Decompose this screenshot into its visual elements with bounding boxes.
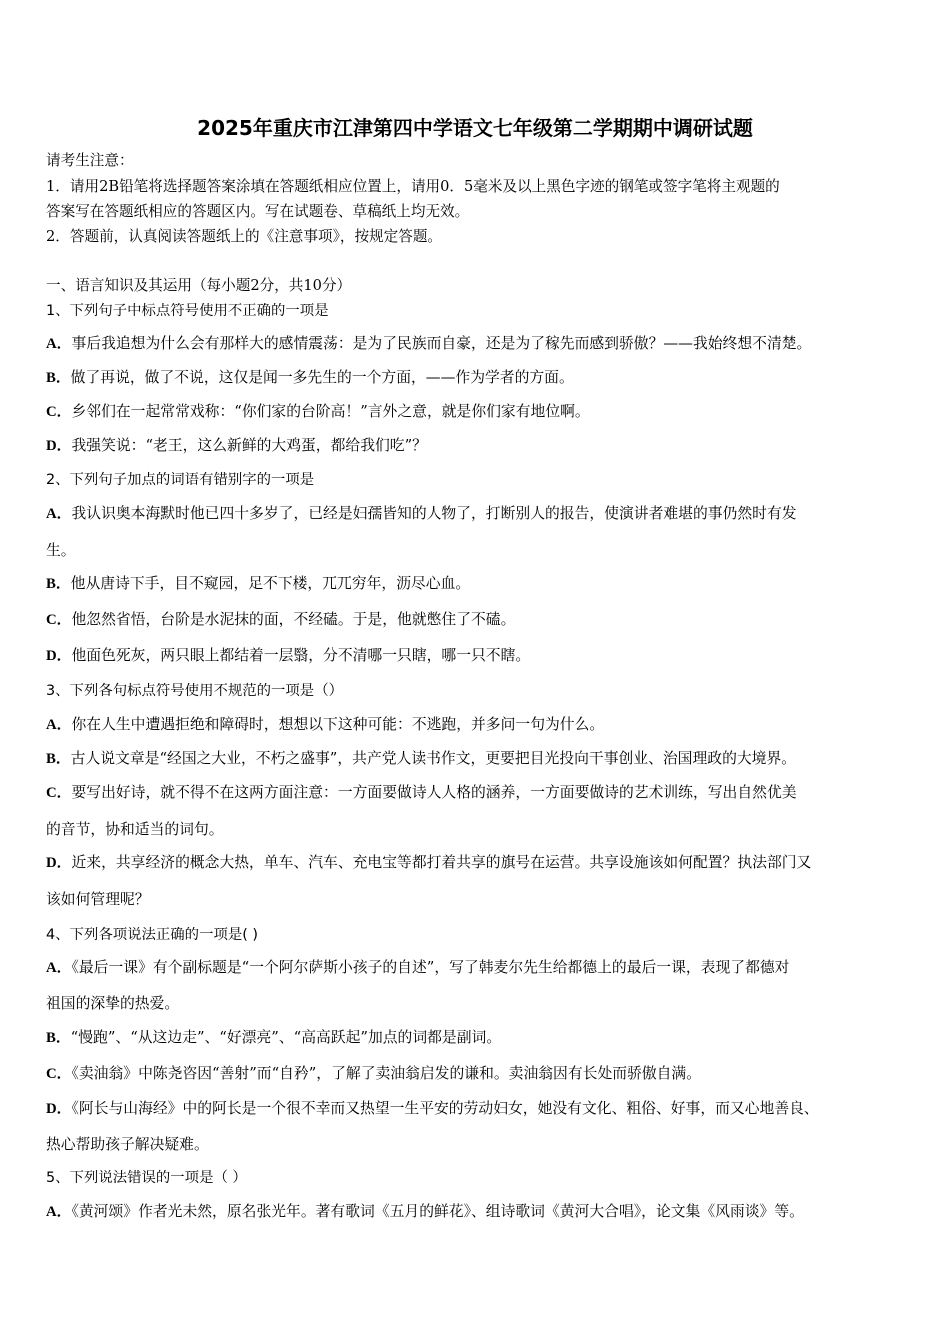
option-a bbox=[46, 715, 912, 735]
option-d bbox=[46, 853, 912, 873]
option-text: 要写出好诗，就不得不在这两方面注意：一方面要做诗人人格的涵养，一方面要做诗的艺术训练，写出自然优美 bbox=[71, 784, 797, 801]
option-b bbox=[46, 1028, 912, 1048]
option-label: C． bbox=[46, 612, 72, 628]
option-text: 我强笑说：“老王，这么新鲜的大鸡蛋，都给我们吃”？ bbox=[71, 437, 427, 454]
option-text: 你在人生中遭遇拒绝和障碍时，想想以下这种可能：不逃跑，并多问一句为什么。 bbox=[71, 716, 605, 733]
option-d bbox=[46, 1099, 912, 1119]
notice-line: 答案写在答题纸相应的答题区内。写在试题卷、草稿纸上均无效。 bbox=[46, 203, 470, 220]
option-text: 他忽然省悟，台阶是水泥抹的面，不经磕。于是，他就憋住了不磕。 bbox=[71, 611, 516, 628]
option-label: A． bbox=[46, 506, 72, 522]
question-stem: 4、下列各项说法正确的一项是( ) bbox=[46, 927, 259, 943]
option-text: 事后我追想为什么会有那样大的感情震荡：是为了民族而自豪，还是为了稼先而感到骄傲？——我始终想不清楚。 bbox=[71, 335, 812, 352]
option-text: 我认识奥本海默时他已四十多岁了，已经是妇孺皆知的人物了，打断别人的报告，使演讲者难堪的事仍然时有发 bbox=[71, 505, 797, 522]
option-label: D． bbox=[46, 648, 72, 664]
option-a bbox=[46, 504, 912, 524]
page-title: 2025年重庆市江津第四中学语文七年级第二学期期中调研试题 bbox=[197, 116, 753, 140]
option-text: 他面色死灰，两只眼上都结着一层翳，分不清哪一只瞎，哪一只不瞎。 bbox=[71, 647, 531, 664]
option-continuation: 的音节，协和适当的词句。 bbox=[46, 821, 224, 838]
option-text: 他从唐诗下手，目不窥园，足不下楼，兀兀穷年，沥尽心血。 bbox=[70, 575, 471, 592]
option-label: A． bbox=[46, 336, 72, 352]
option-d bbox=[46, 436, 912, 456]
option-label: A． bbox=[46, 960, 72, 976]
option-a bbox=[46, 958, 912, 978]
option-text: 《最后一课》有个副标题是“一个阿尔萨斯小孩子的自述”，写了韩麦尔先生给都德上的最后一课，表现了都德对 bbox=[71, 959, 790, 976]
option-text: “慢跑”、“从这边走”、“好漂亮”、“高高跃起”加点的词都是副词。 bbox=[70, 1029, 502, 1046]
option-text: 做了再说，做了不说，这仅是闻一多先生的一个方面，——作为学者的方面。 bbox=[70, 369, 574, 386]
question-stem: 2、下列句子加点的词语有错别字的一项是 bbox=[46, 472, 315, 488]
option-c bbox=[46, 783, 912, 803]
option-label: B． bbox=[46, 370, 71, 386]
question-stem: 3、下列各句标点符号使用不规范的一项是（） bbox=[46, 683, 343, 699]
option-text: 《阿长与山海经》中的阿长是一个很不幸而又热望一生平安的劳动妇女，她没有文化、粗俗、好事，而又心地善良、 bbox=[71, 1100, 819, 1117]
option-label: D． bbox=[46, 855, 72, 871]
option-c bbox=[46, 402, 912, 422]
section-heading: 一、语言知识及其运用（每小题2分，共10分） bbox=[46, 277, 352, 294]
option-label: D． bbox=[46, 438, 72, 454]
option-continuation: 祖国的深挚的热爱。 bbox=[46, 995, 180, 1012]
option-text: 《卖油翁》中陈尧咨因“善射”而“自矜”，了解了卖油翁启发的谦和。卖油翁因有长处而骄傲自满。 bbox=[71, 1065, 702, 1082]
option-text: 近来，共享经济的概念大热，单车、汽车、充电宝等都打着共享的旗号在运营。共享设施该如何配置？执法部门又 bbox=[71, 854, 812, 871]
option-b bbox=[46, 574, 912, 594]
option-label: A． bbox=[46, 1204, 72, 1220]
option-continuation: 热心帮助孩子解决疑难。 bbox=[46, 1136, 209, 1153]
option-label: A． bbox=[46, 717, 72, 733]
option-d bbox=[46, 646, 912, 666]
option-label: B． bbox=[46, 1030, 71, 1046]
question-stem: 1、下列句子中标点符号使用不正确的一项是 bbox=[46, 303, 329, 319]
option-label: C． bbox=[46, 1066, 72, 1082]
option-continuation: 生。 bbox=[46, 542, 76, 559]
option-c bbox=[46, 1064, 912, 1084]
option-b bbox=[46, 368, 912, 388]
question-stem: 5、下列说法错误的一项是（ ） bbox=[46, 1170, 247, 1186]
option-label: C． bbox=[46, 404, 72, 420]
option-text: 乡邻们在一起常常戏称：“你们家的台阶高！”言外之意，就是你们家有地位啊。 bbox=[71, 403, 590, 420]
option-label: D． bbox=[46, 1101, 72, 1117]
option-text: 古人说文章是“经国之大业，不朽之盛事”，共产党人读书作文，更要把目光投向干事创业、治国理政的大境界。 bbox=[70, 750, 797, 767]
notice-heading: 请考生注意： bbox=[46, 152, 134, 169]
notice-line: 1．请用2B铅笔将选择题答案涂填在答题纸相应位置上，请用0．5毫米及以上黑色字迹的钢笔或签字笔将主观题的 bbox=[46, 178, 780, 195]
option-label: B． bbox=[46, 751, 71, 767]
option-label: C． bbox=[46, 785, 72, 801]
option-b bbox=[46, 749, 912, 769]
option-text: 《黄河颂》作者光未然，原名张光年。著有歌词《五月的鲜花》、组诗歌词《黄河大合唱》，论文集《风雨谈》等。 bbox=[71, 1203, 804, 1220]
option-a bbox=[46, 1202, 912, 1222]
option-a bbox=[46, 334, 912, 354]
option-label: B． bbox=[46, 576, 71, 592]
notice-line: 2．答题前，认真阅读答题纸上的《注意事项》，按规定答题。 bbox=[46, 228, 443, 245]
option-continuation: 该如何管理呢？ bbox=[46, 891, 150, 908]
option-c bbox=[46, 610, 912, 630]
